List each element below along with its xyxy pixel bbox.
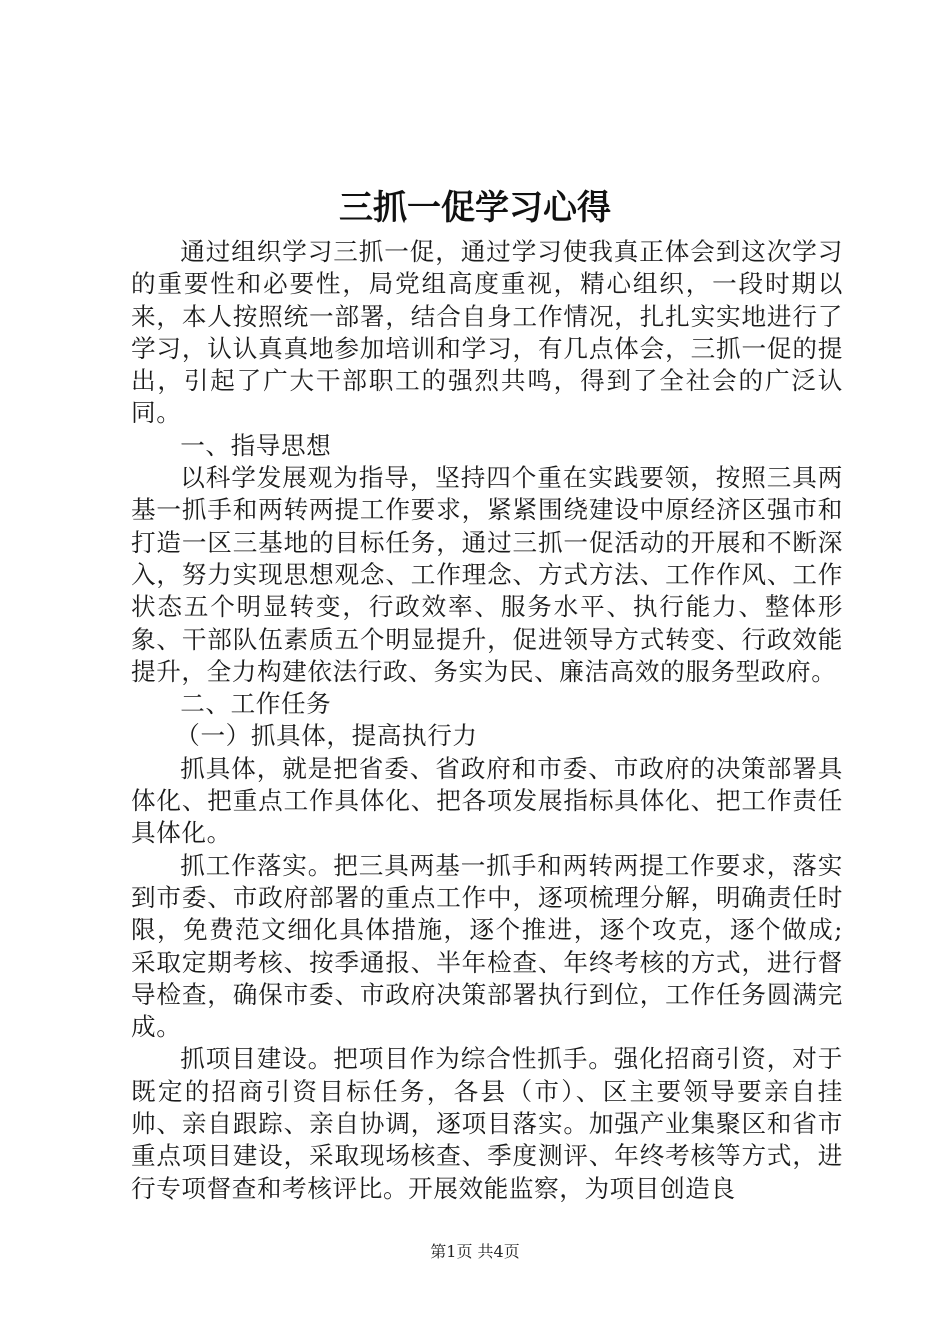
paragraph-work-implementation: 抓工作落实。把三具两基一抓手和两转两提工作要求，落实到市委、市政府部署的重点工作中，逐项梳理分解，明确责任时限，免费范文细化具体措施，逐个推进，逐个攻克，逐个做成;采取定期考核、按季通报、半年检查、年终考核的方式，进行督导检查，确保市委、市政府决策部署执行到位，工作任务圆满完成。 [131, 850, 843, 1042]
paragraph-guiding-thought: 以科学发展观为指导，坚持四个重在实践要领，按照三具两基一抓手和两转两提工作要求，紧紧围绕建设中原经济区强市和打造一区三基地的目标任务，通过三抓一促活动的开展和不断深入，努力实现思想观念、工作理念、方式方法、工作作风、工作状态五个明显转变，行政效率、服务水平、执行能力、整体形象、干部队伍素质五个明显提升，促进领导方式转变、行政效能提升，全力构建依法行政、务实为民、廉洁高效的服务型政府。 [131, 463, 843, 686]
subsection-heading-concrete: （一）抓具体，提高执行力 [175, 721, 478, 751]
paragraph-concrete: 抓具体，就是把省委、省政府和市委、市政府的决策部署具体化、把重点工作具体化、把各项发展指标具体化、把工作责任具体化。 [131, 753, 843, 848]
paragraph-intro: 通过组织学习三抓一促，通过学习使我真正体会到这次学习的重要性和必要性，局党组高度重视，精心组织，一段时期以来，本人按照统一部署，结合自身工作情况，扎扎实实地进行了学习，认认真真地参加培训和学习，有几点体会，三抓一促的提出，引起了广大干部职工的强烈共鸣，得到了全社会的广泛认同。 [131, 237, 843, 428]
paragraph-project-construction: 抓项目建设。把项目作为综合性抓手。强化招商引资，对于既定的招商引资目标任务，各县（市）、区主要领导要亲自挂帅、亲自跟踪、亲自协调，逐项目落实。加强产业集聚区和省市重点项目建设，采取现场核查、季度测评、年终考核等方式，进行专项督查和考核评比。开展效能监察，为项目创造良 [131, 1044, 843, 1203]
document-body [131, 236, 843, 1205]
document-title: 三抓一促学习心得 [339, 188, 611, 228]
page-footer: 第1页 共4页 [430, 1242, 520, 1261]
section-heading-guiding-thought: 一、指导思想 [180, 430, 332, 460]
section-heading-work-tasks: 二、工作任务 [180, 689, 332, 719]
